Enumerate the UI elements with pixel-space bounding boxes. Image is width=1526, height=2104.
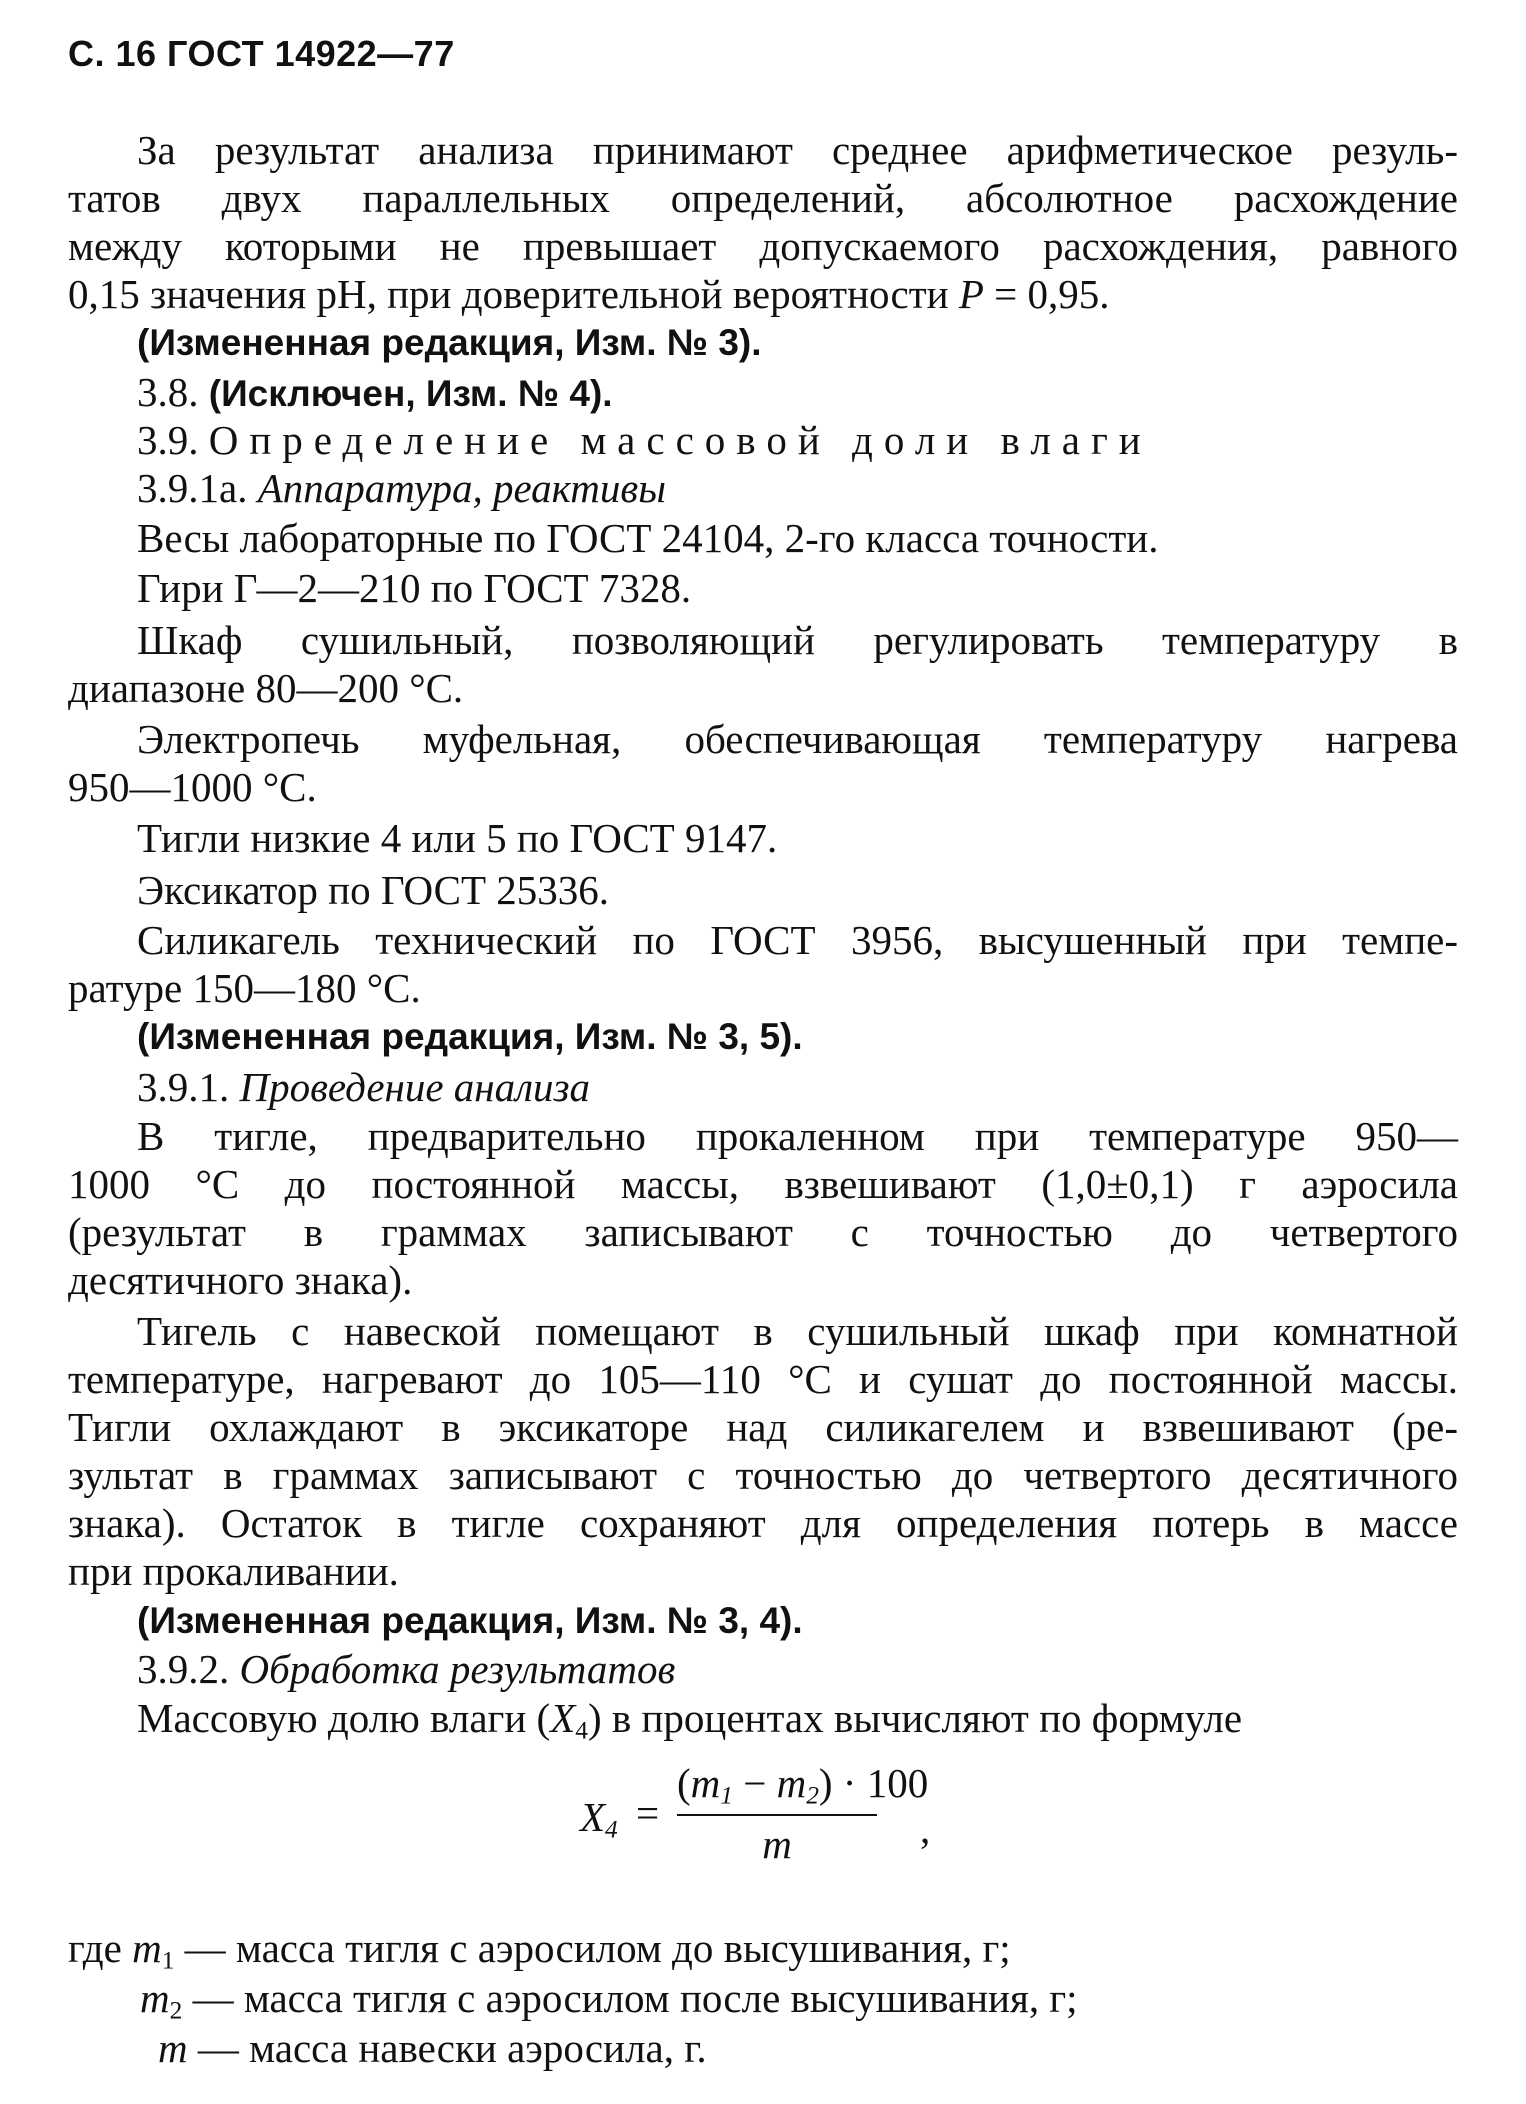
paragraph-line: Тигли охлаждают в эксикаторе над силикагелем и взвешивают (ре- xyxy=(68,1404,1458,1450)
probability-variable: P xyxy=(958,271,984,317)
paragraph-line: (результат в граммах записывают с точностью до четвертого xyxy=(68,1209,1458,1255)
definition-m2 xyxy=(140,1972,1078,2024)
fraction-bar xyxy=(677,1814,877,1816)
paragraph-line: татов двух параллельных определений, абсолютное расхождение xyxy=(68,175,1458,221)
section-3-8 xyxy=(137,366,1458,420)
subsection-title: Аппаратура, реактивы xyxy=(257,465,666,511)
section-number: 3.9.2. xyxy=(137,1646,240,1692)
definition-where: где xyxy=(68,1925,133,1971)
definition-text: — масса тигля с аэросилом до высушивания, г; xyxy=(174,1925,1011,1971)
formula-times-100: ) · 100 xyxy=(818,1760,929,1806)
m-variable: m xyxy=(776,1760,807,1806)
formula-comma: , xyxy=(920,1806,931,1852)
text-span: ) в процентах вычисляют по формуле xyxy=(587,1695,1243,1741)
paragraph-line: Гири Г—2—210 по ГОСТ 7328. xyxy=(137,565,692,611)
x-variable: X xyxy=(580,1794,606,1840)
section-number: 3.9.1. xyxy=(137,1064,240,1110)
text-span: Массовую долю влаги ( xyxy=(137,1695,551,1741)
probability-value: = 0,95. xyxy=(983,271,1110,317)
paragraph-line: десятичного знака). xyxy=(68,1257,413,1303)
paragraph-line: За результат анализа принимают среднее арифметическое резуль- xyxy=(137,127,1458,173)
section-number: 3.9.1а. xyxy=(137,465,258,511)
m-variable: m xyxy=(158,2025,188,2071)
formula-denominator: m xyxy=(762,1821,792,1867)
paragraph-line: между которыми не превышает допускаемого расхождения, равного xyxy=(68,223,1458,269)
paragraph-line: ратуре 150—180 °С. xyxy=(68,965,421,1011)
formula-paren: ( xyxy=(677,1760,691,1806)
paragraph-line: диапазоне 80—200 °С. xyxy=(68,665,464,711)
m-subscript: 2 xyxy=(806,1781,819,1810)
section-number: 3.8. xyxy=(137,369,209,415)
section-3-9-heading xyxy=(137,414,1458,466)
subsection-3-9-2-heading xyxy=(137,1643,1458,1695)
amendment-note: (Измененная редакция, Изм. № 3, 4). xyxy=(137,1600,803,1641)
subsection-title: Проведение анализа xyxy=(239,1064,591,1110)
paragraph-line xyxy=(137,1692,1458,1744)
section-excluded-note: (Исключен, Изм. № 4). xyxy=(208,373,613,414)
paragraph-line: Весы лабораторные по ГОСТ 24104, 2-го класса точности. xyxy=(137,515,1159,561)
x-subscript: 4 xyxy=(605,1815,618,1844)
paragraph-line: В тигле, предварительно прокаленном при температуре 950— xyxy=(137,1113,1458,1159)
definition-text: — масса навески аэросила, г. xyxy=(187,2025,707,2071)
paragraph-line: температуре, нагревают до 105—110 °С и сушат до постоянной массы. xyxy=(68,1356,1458,1402)
m-variable: m xyxy=(690,1760,721,1806)
definition-text: — масса тигля с аэросилом после высушивания, г; xyxy=(182,1975,1078,2021)
subsection-3-9-1a-heading xyxy=(137,462,1458,514)
subsection-title: Обработка результатов xyxy=(239,1646,676,1692)
formula-lhs xyxy=(580,1793,618,1844)
x-subscript: 4 xyxy=(575,1716,588,1745)
m-variable: m xyxy=(140,1975,170,2021)
amendment-note: (Измененная редакция, Изм. № 3, 5). xyxy=(137,1016,803,1057)
definition-m xyxy=(158,2022,707,2074)
page-header: С. 16 ГОСТ 14922—77 xyxy=(68,33,455,74)
formula-equals: = xyxy=(636,1790,660,1836)
m-subscript: 1 xyxy=(161,1946,175,1975)
m-subscript: 1 xyxy=(720,1781,733,1810)
m-variable: m xyxy=(132,1925,162,1971)
m-subscript: 2 xyxy=(169,1996,183,2025)
paragraph-line xyxy=(68,268,1458,320)
paragraph-line: знака). Остаток в тигле сохраняют для определения потерь в массе xyxy=(68,1500,1458,1546)
section-number: 3.9. xyxy=(137,417,209,463)
paragraph-line: Шкаф сушильный, позволяющий регулировать температуру в xyxy=(137,617,1458,663)
paragraph-line: при прокаливании. xyxy=(68,1548,399,1594)
paragraph-line: 1000 °С до постоянной массы, взвешивают (1,0±0,1) г аэросила xyxy=(68,1161,1458,1207)
paragraph-line: 950—1000 °С. xyxy=(68,764,317,810)
paragraph-line: Электропечь муфельная, обеспечивающая температуру нагрева xyxy=(137,716,1458,762)
text-span: 0,15 значения pH, при доверительной вероятности xyxy=(68,271,959,317)
formula-numerator xyxy=(677,1759,929,1810)
subsection-3-9-1-heading xyxy=(137,1061,1458,1113)
definition-m1 xyxy=(68,1922,1011,1974)
paragraph-line: Эксикатор по ГОСТ 25336. xyxy=(137,867,610,913)
paragraph-line: Силикагель технический по ГОСТ 3956, высушенный при темпе- xyxy=(137,917,1458,963)
paragraph-line: Тигель с навеской помещают в сушильный шкаф при комнатной xyxy=(137,1308,1458,1354)
x-variable: X xyxy=(550,1695,576,1741)
section-title: Определение массовой доли влаги xyxy=(208,417,1152,463)
paragraph-line: зультат в граммах записывают с точностью до четвертого десятичного xyxy=(68,1452,1458,1498)
amendment-note: (Измененная редакция, Изм. № 3). xyxy=(137,322,762,363)
paragraph-line: Тигли низкие 4 или 5 по ГОСТ 9147. xyxy=(137,815,778,861)
formula-minus: − xyxy=(732,1760,777,1806)
